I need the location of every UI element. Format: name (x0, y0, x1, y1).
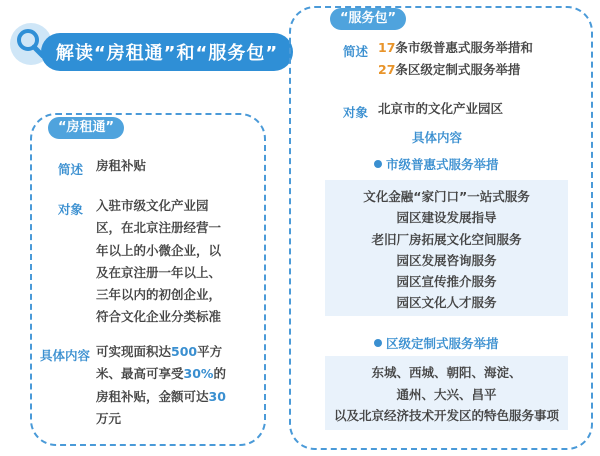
detail-heading: 具体内容 (412, 130, 463, 145)
list-item: 老旧厂房拓展文化空间服务 (371, 231, 522, 247)
percent-number: 30% (183, 366, 214, 382)
rent-target-label: 对象 (58, 202, 84, 217)
package-target-text: 北京市的文化产业园区 (378, 101, 504, 116)
district-heading: 区级定制式服务举措 (386, 336, 499, 351)
rent-summary-label: 简述 (58, 162, 84, 177)
rent-content-line: 万元 (96, 410, 122, 426)
rent-target-line: 年以上的小微企业，以 (96, 242, 222, 258)
list-item: 通州、大兴、昌平 (396, 386, 497, 402)
package-tag: “服务包” (330, 8, 406, 30)
package-target-label: 对象 (343, 105, 369, 120)
rent-summary-text: 房租补贴 (96, 158, 147, 173)
package-summary-label: 简述 (343, 44, 369, 59)
list-item: 园区宣传推介服务 (396, 274, 497, 290)
area-number: 500 (171, 344, 198, 359)
district-count: 27 (378, 62, 396, 78)
list-item: 东城、西城、朝阳、海淀、 (371, 365, 522, 380)
district-items-list (325, 362, 568, 427)
rent-target-line: 区，在北京注册经营一 (96, 220, 222, 236)
rent-target-text (96, 195, 221, 329)
list-item: 园区文化人才服务 (396, 295, 497, 311)
rent-tag: “房租通” (48, 117, 124, 139)
bullet-dot (374, 339, 382, 347)
rent-content-line: 米、最高可享受30%的 (96, 366, 226, 382)
rent-target-line: 入驻市级文化产业园 (96, 198, 209, 213)
bullet-dot (374, 160, 382, 168)
city-items-list (325, 186, 568, 314)
list-item: 以及北京经济技术开发区的特色服务事项 (333, 408, 559, 423)
rent-target-line: 三年以内的初创企业， (96, 287, 222, 303)
list-item: 园区发展咨询服务 (396, 252, 497, 268)
rent-target-line: 符合文化企业分类标准 (96, 309, 222, 325)
city-count: 17 (378, 40, 396, 55)
list-item: 园区建设发展指导 (396, 210, 497, 226)
rent-content-label: 具体内容 (40, 348, 91, 363)
rent-target-line: 及在京注册一年以上、 (96, 264, 222, 280)
list-item: 文化金融“家门口”一站式服务 (363, 189, 530, 204)
package-summary-text: 17条市级普惠式服务举措和 27条区级定制式服务举措 (378, 40, 533, 78)
rent-content-line: 房租补贴，金额可达30 (96, 388, 226, 404)
city-heading: 市级普惠式服务举措 (386, 157, 499, 172)
rent-content-line: 可实现面积达500平方 (96, 344, 223, 359)
rent-content-text (96, 341, 226, 430)
amount-number: 30 (208, 388, 226, 404)
page-title: 解读“房租通”和“服务包” (41, 33, 293, 71)
